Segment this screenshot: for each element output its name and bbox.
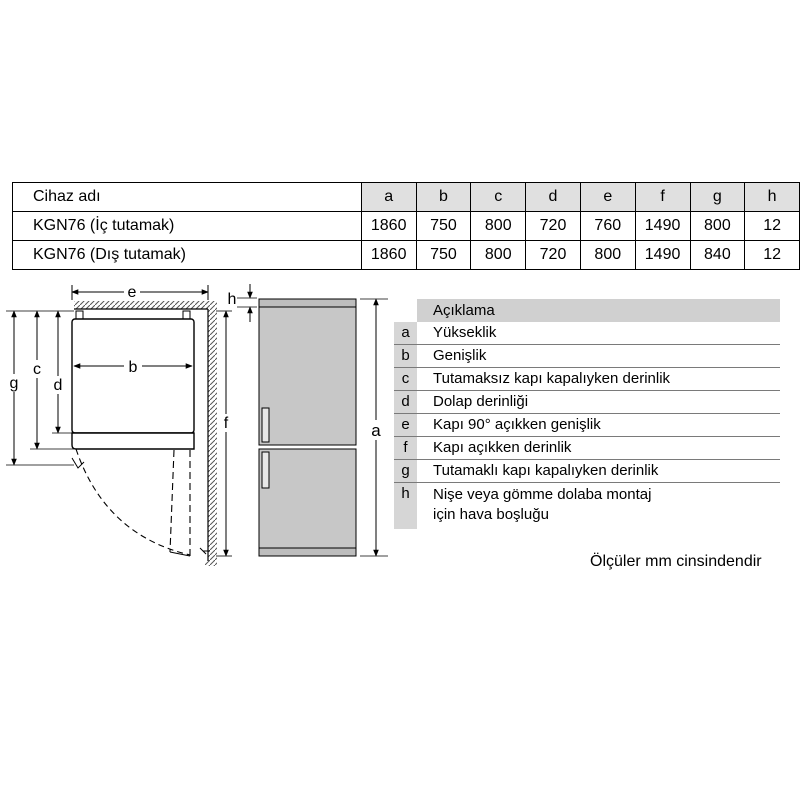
legend-text [417, 483, 651, 529]
header-c: c [471, 183, 526, 212]
cell-h: 12 [745, 241, 800, 270]
label-d: d [53, 377, 63, 394]
header-g: g [690, 183, 745, 212]
legend-letter: b [394, 345, 417, 367]
legend-item [394, 483, 780, 529]
legend-item [394, 345, 780, 368]
fridge-lower-door [259, 449, 356, 548]
legend-item [394, 414, 780, 437]
top-view [6, 284, 234, 566]
upper-handle [262, 408, 269, 442]
label-e: e [127, 284, 137, 301]
label-f: f [223, 415, 229, 432]
cell-b: 750 [416, 241, 471, 270]
cabinet-top-outline [72, 319, 194, 433]
header-h: h [745, 183, 800, 212]
legend-letter: a [394, 322, 417, 344]
header-a: a [361, 183, 416, 212]
legend-text: Yükseklik [433, 324, 497, 341]
legend-text-line2: için hava boşluğu [433, 506, 549, 523]
cell-h: 12 [745, 212, 800, 241]
header-d: d [526, 183, 581, 212]
row-device-name: KGN76 (Dış tutamak) [13, 241, 362, 270]
legend-letter: f [394, 437, 417, 459]
legend-title: Açıklama [417, 299, 780, 322]
legend-text: Kapı açıkken derinlik [433, 439, 572, 456]
fridge-upper-door [259, 307, 356, 445]
row-device-name: KGN76 (İç tutamak) [13, 212, 362, 241]
header-f: f [635, 183, 690, 212]
cell-c: 800 [471, 241, 526, 270]
label-b: b [128, 359, 138, 376]
label-c: c [33, 361, 41, 378]
legend-item [394, 437, 780, 460]
header-device-name: Cihaz adı [13, 183, 362, 212]
cell-g: 800 [690, 212, 745, 241]
header-e: e [580, 183, 635, 212]
label-g: g [9, 375, 19, 392]
header-b: b [416, 183, 471, 212]
cell-d: 720 [526, 212, 581, 241]
legend [394, 299, 780, 529]
cell-b: 750 [416, 212, 471, 241]
legend-text: Tutamaklı kapı kapalıyken derinlik [433, 462, 659, 479]
legend-letter: c [394, 368, 417, 390]
cell-e: 800 [580, 241, 635, 270]
units-footnote: Ölçüler mm cinsindendir [590, 553, 762, 570]
legend-item [394, 391, 780, 414]
legend-text: Tutamaksız kapı kapalıyken derinlik [433, 370, 671, 387]
legend-item [394, 322, 780, 345]
legend-item [394, 460, 780, 483]
front-view [228, 284, 388, 556]
cell-c: 800 [471, 212, 526, 241]
cell-g: 840 [690, 241, 745, 270]
label-a: a [371, 421, 381, 440]
cell-a: 1860 [361, 212, 416, 241]
legend-item [394, 368, 780, 391]
door-closed-outline [72, 433, 194, 449]
legend-letter: g [394, 460, 417, 482]
cell-a: 1860 [361, 241, 416, 270]
lower-handle [262, 452, 269, 488]
wall-top-hatch [74, 301, 208, 309]
cell-d: 720 [526, 241, 581, 270]
cell-f: 1490 [635, 241, 690, 270]
wall-right-hatch [208, 301, 217, 561]
label-h: h [227, 291, 237, 308]
legend-letter: h [394, 483, 417, 529]
legend-text: Dolap derinliği [433, 393, 529, 410]
legend-letter: d [394, 391, 417, 413]
legend-text: Kapı 90° açıkken genişlik [433, 416, 601, 433]
cell-f: 1490 [635, 212, 690, 241]
legend-text-line1: Nişe veya gömme dolaba montaj [433, 486, 652, 503]
legend-text: Genişlik [433, 347, 487, 364]
cell-e: 760 [580, 212, 635, 241]
legend-letter: e [394, 414, 417, 436]
